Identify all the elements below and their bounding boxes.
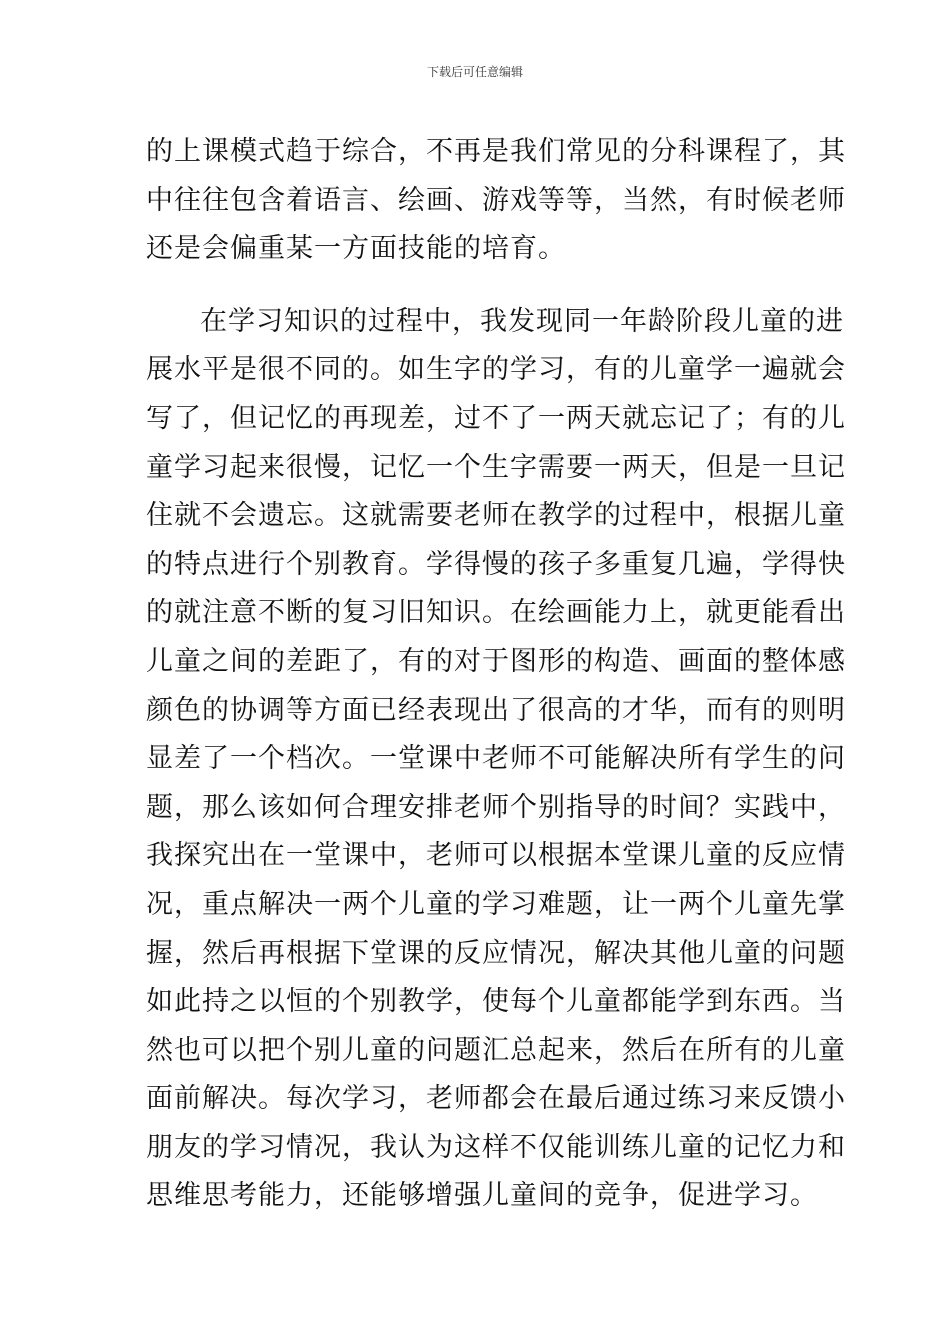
text-line: 如此持之以恒的个别教学，使每个儿童都能学到东西。当 [146,986,846,1018]
text-line: 写了，但记忆的再现差，过不了一两天就忘记了；有的儿 [146,402,846,434]
body-text [146,128,846,1221]
text-line: 我探究出在一堂课中，老师可以根据本堂课儿童的反应情 [146,840,846,872]
text-line: 的上课模式趋于综合，不再是我们常见的分科课程了，其 [146,136,846,167]
text-line: 题，那么该如何合理安排老师个别指导的时间？实践中， [146,791,846,823]
text-line: 儿童之间的差距了，有的对于图形的构造、画面的整体感 [146,645,846,677]
text-line: 童学习起来很慢，记忆一个生字需要一两天，但是一旦记 [146,451,846,483]
paragraph-2 [146,298,846,1221]
text-line: 思维思考能力，还能够增强儿童间的竞争，促进学习。 [146,1180,818,1212]
text-line: 住就不会遗忘。这就需要老师在教学的过程中，根据儿童 [146,500,846,532]
text-line: 然也可以把个别儿童的问题汇总起来，然后在所有的儿童 [146,1034,846,1066]
text-line: 况，重点解决一两个儿童的学习难题，让一两个儿童先掌 [146,888,846,920]
page-header: 下载后可任意编辑 [426,65,523,79]
text-line: 握，然后再根据下堂课的反应情况，解决其他儿童的问题 [146,937,846,969]
paragraph-gap [146,274,806,298]
text-line: 显差了一个档次。一堂课中老师不可能解决所有学生的问 [146,743,846,775]
text-line: 朋友的学习情况，我认为这样不仅能训练儿童的记忆力和 [146,1131,846,1163]
paragraph-1 [146,128,846,274]
text-line: 展水平是很不同的。如生字的学习，有的儿童学一遍就会 [146,354,846,386]
text-line: 在学习知识的过程中，我发现同一年龄阶段儿童的进 [200,305,844,337]
text-line: 还是会偏重某一方面技能的培育。 [146,233,566,265]
text-line: 的就注意不断的复习旧知识。在绘画能力上，就更能看出 [146,597,846,629]
text-line: 中往往包含着语言、绘画、游戏等等，当然，有时候老师 [146,184,846,216]
text-line: 面前解决。每次学习，老师都会在最后通过练习来反馈小 [146,1083,846,1115]
text-line: 颜色的协调等方面已经表现出了很高的才华，而有的则明 [146,694,846,726]
text-line: 的特点进行个别教育。学得慢的孩子多重复几遍，学得快 [146,548,846,580]
